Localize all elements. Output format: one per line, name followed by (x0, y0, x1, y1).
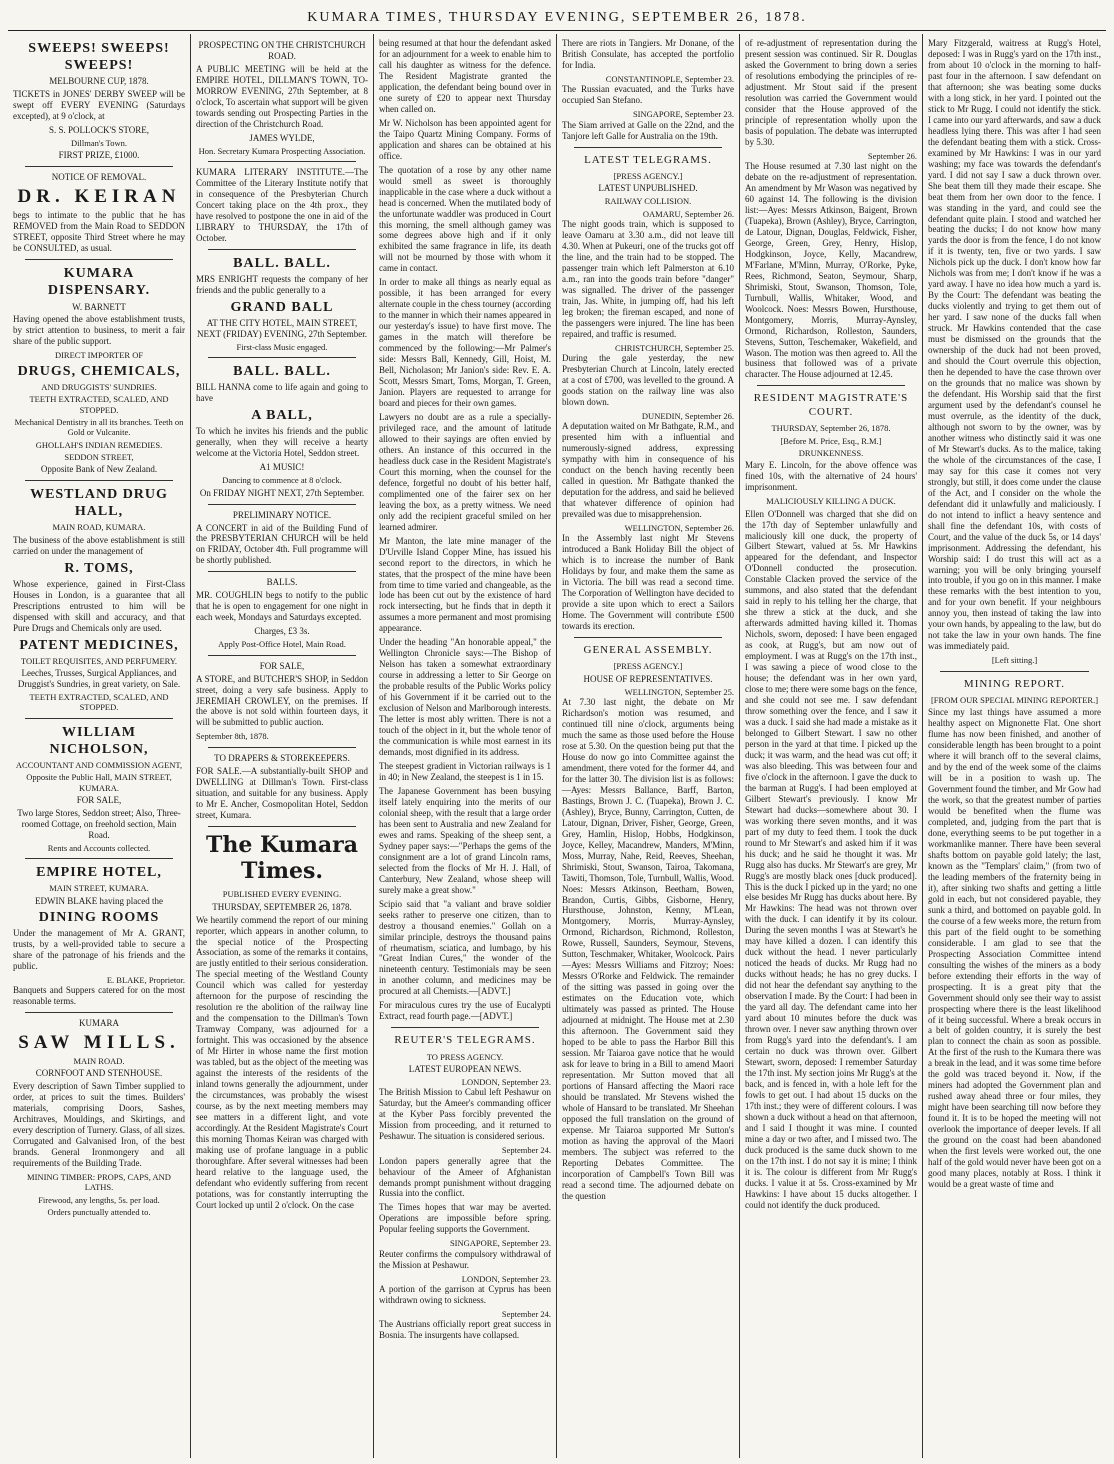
london2-dateline: LONDON, September 23. (461, 1273, 551, 1284)
coughlin-text: MR. COUGHLIN begs to notify to the public that he is open to engagement for one night in each week, Mondays and Saturdays excepted. (196, 590, 368, 623)
divider (25, 858, 173, 859)
dining-text: Under the management of Mr A. GRANT, trusts, by a well-provided table to secure a share of the patronage of his friends and the public. (13, 927, 185, 971)
col4-text1: There are riots in Tangiers. Mr Donane, of the British Consulate, has accepted the portfolio for India. (562, 38, 734, 70)
col4-text5: During the gale yesterday, the new Presbyterian Church at Lincoln, lately erected at a cost of £700, was levelled to the ground. A goods station on the railway line was also blown down. (562, 352, 734, 407)
dr-keiran-text: begs to intimate to the public that he has REMOVED from the Main Road to SEDDON STREET, opposite Third Street where he may be CONSULTED, as usual. (13, 210, 185, 254)
blake-text: EDWIN BLAKE having placed the (35, 895, 163, 906)
store-name: S. S. POLLOCK'S STORE, (49, 125, 149, 136)
sundries-text: AND DRUGGISTS' SUNDRIES. (41, 381, 157, 392)
divider (208, 504, 356, 505)
chch-dateline: CHRISTCHURCH, September 25. (615, 342, 734, 353)
drugs-heading: DRUGS, CHEMICALS, (17, 363, 181, 379)
drunk-heading: DRUNKENNESS. (798, 447, 864, 458)
orders-text: Orders punctually attended to. (47, 1207, 151, 1218)
top-rule (8, 30, 1106, 31)
barnett-text: Having opened the above establishment trusts, by strict attention to business, to merit a fair share of the public support. (13, 314, 185, 347)
columns (8, 34, 1106, 1458)
dunedin-dateline: DUNEDIN, September 26. (641, 410, 734, 421)
reuter-heading: REUTER'S TELEGRAMS. (394, 1034, 536, 1047)
divider (208, 655, 356, 656)
a1-music: A1 MUSIC! (259, 462, 305, 473)
store-location: Dillman's Town. (70, 138, 128, 148)
divider (208, 826, 356, 827)
oamaru-dateline: OAMARU, September 26. (642, 208, 734, 219)
col3-text2: Mr W. Nicholson has been appointed agent for the Taipo Quartz Mining Company. Forms of application and shares can be obtained at his office. (379, 117, 551, 161)
importer-text: DIRECT IMPORTER OF (54, 350, 144, 361)
column-3 (374, 34, 557, 1458)
divider (208, 747, 356, 748)
music-text: First-class Music engaged. (236, 341, 328, 352)
aball-heading: A BALL, (251, 408, 313, 424)
business-text: The business of the above establishment is still carried on under the management of (13, 534, 185, 556)
before-text: [Before M. Price, Esq., R.M.] (780, 435, 882, 446)
divider (940, 671, 1089, 672)
latest-heading: LATEST TELEGRAMS. (584, 153, 712, 166)
european-heading: LATEST EUROPEAN NEWS. (408, 1064, 522, 1075)
thursday-text: THURSDAY, September 26, 1878. (771, 423, 891, 434)
dr-keiran-heading: DR. KEIRAN (17, 186, 181, 208)
wylde-title: Hon. Secretary Kumara Prospecting Association. (198, 145, 366, 156)
dancing-text: Dancing to commence at 8 o'clock. (222, 475, 342, 486)
wgtn2-dateline: WELLINGTON, September 25. (624, 686, 734, 697)
dispensary-heading: KUMARA DISPENSARY. (47, 266, 151, 299)
drapers-heading: TO DRAPERS & STOREKEEPERS. (214, 752, 350, 763)
rents-text: Rents and Accounts collected. (47, 842, 151, 853)
sawmills-heading: SAW MILLS. (18, 1031, 180, 1053)
col3-text8: The steepest gradient in Victorian railways is 1 in 40; in New Zealand, the steepest is 1 in 15. (379, 761, 551, 782)
tickets-text: TICKETS in JONES' DERBY SWEEP will be swept off EVERY EVENING (Saturdays excepted), at 9 o'clock, at (13, 89, 185, 122)
patent-heading: PATENT MEDICINES, (19, 637, 179, 653)
col4-text3: The Siam arrived at Galle on the 22nd, and the Tanjore left Galle for Australia on the 19th. (562, 119, 734, 141)
toms-text: Whose experience, gained in First-Class Houses in London, is a guarantee that all Prescriptions entrusted to him will be dispensed with skill and accuracy, and that Pure Drugs and Chemicals only are used. (13, 578, 185, 633)
sweeps-heading: SWEEPS! SWEEPS! SWEEPS! (28, 41, 170, 74)
col5-text2: The House resumed at 7.30 last night on the debate on the re-adjustment of representation. An amendment by Mr Wason was negatived by 60 against 14. The following is the division list:—Ayes: Messrs Atkinson, Baigent, Brown (Tuapeka), Brown (Ashley), Bryce, Carrington, de Latour, Dignan, Douglas, Feldwick, Fisher, George, Green, Grey, Henry, Hislop, Hodgkinson, Joyce, Kelly, Macandrew, M'Farlane, M'Minn, Murray, O'Rorke, Pyke, Rees, Richmond, Seaton, Seymour, Sharp, Shrimiski, Stout, Swanson, Thomson, Tole, Turnbull, Wallis, Whitaker, Wood, and Woolcock. Noes: Messrs Bowen, Hursthouse, Montgomery, Morris, Murray-Aynsley, Ormond, Richardson, Rolleston, Saunders, Stevens, Sutton, Teschemaker, Wakefield, and Wason. The motion was then agreed to. All the business that followed was of a private character. The House adjourned at 12.45. (745, 161, 917, 380)
apply-text: Apply Post-Office Hotel, Main Road. (218, 639, 346, 650)
firewood-text: Firewood, any lengths, 5s. per load. (38, 1194, 160, 1205)
page-masthead: KUMARA TIMES, THURSDAY EVENING, SEPTEMBER 26, 1878. (307, 10, 807, 25)
column-4 (557, 34, 740, 1458)
toms-heading: R. TOMS, (64, 560, 134, 576)
divider (208, 161, 356, 162)
barnett-name: W. BARNETT (72, 301, 126, 312)
mech-text: Mechanical Dentistry in all its branches. Teeth on Gold or Vulcanite. (14, 416, 184, 438)
col5-text1: of re-adjustment of representation during the present session was continued. Sir R. Douglas asked the Government to bring down a series of resolutions embodying the principles of re-adjustment. Mr Stout said if the present resolution was carried the Government would consider that the House approved of the principle of representation wholly upon the basis of population. The debate was interrupted by 5.30. (745, 38, 917, 147)
col5-text3: Mary E. Lincoln, for the above offence was fined 10s, with the alternative of 24 hours' imprisonment. (745, 460, 917, 493)
divider (574, 637, 722, 638)
dateline: THURSDAY, SEPTEMBER 26, 1878. (212, 901, 352, 912)
col4-text2: The Russian evacuated, and the Turks have occupied San Stefano. (562, 84, 734, 106)
col6-text1: Mary Fitzgerald, waitress at Rugg's Hotel, deposed: I was in Rugg's yard on the 17th inst., from about 10 o'clock in the morning to half-past four in the afternoon. I saw defendant on that afternoon; she was beating some ducks with a long stick, in her yard. I pointed out the stick to Mr Rugg. I could not identify the stick. I came into our yard afterwards, and saw a duck headless lying there. This was after I had seen the defendant beating them with a stick. Cross-examined by Mr Hawkins: I was in our yard washing; my face was towards the defendant's yard. I did not say I saw a duck thrown over. She beat them till they made their escape. She beat them from her own door to the fence. I was standing in the yard, and could see the defendant quite plain. I stood and watched her beating the ducks; I do not know how many yards the door is from the fence, I do not know if it is twenty, ten, five or two yards. I saw Nichols pick up the duck. I don't know how far Nichols was from me; I don't know if he was a yard away. I have no idea how much a yard is. By the Court: The defendant was beating the ducks violently and trying to get them out of her yard. I saw none of the ducks fall when struck. Mr Hawkins contended that the case must be dismissed on the grounds that the ownership of the duck had not been proved, and should the Court overrule this objection, then he depended to have the case thrown over on the grounds that no malice was shown by the defendant. His Worship said that the first argument used by the defendant's counsel he must overrule, as the identity of the duck, although not sworn to by the owner, was by another witness who distinctly said it was one of Mr Stewart's ducks. As to the malice, taking the whole of the circumstances of the case, I may say for this case it comes not very strongly, but still, it does come under the clause of the Act, and I consider on the whole the defendant did it unlawfully and maliciously. I do not intend to inflict a heavy sentence and shall fine the defendant 10s, with costs of Court, and the value of the duck 5s, or 14 days' imprisonment. Addressing the defendant, his Worship said: I do trust this will act as a warning; you will be only bringing yourself into trouble, if you go on in this manner. I make these remarks with the best intention to you, and for your own benefit. If your neighbours annoy you, then instead of taking the law into your own hands, by appealing to the law, but do not take the law in your own hands. The fine was immediately paid. (928, 38, 1101, 652)
ball2-heading: BALL. BALL. (233, 364, 331, 380)
column-1 (8, 34, 191, 1458)
divider (208, 357, 356, 358)
left-sitting: [Left sitting.] (991, 655, 1038, 666)
hanna-text: BILL HANNA come to life again and going to have (196, 382, 368, 404)
house-heading: HOUSE OF REPRESENTATIVES. (583, 673, 713, 684)
col4-text7: In the Assembly last night Mr Stevens introduced a Bank Holiday Bill the object of which is to increase the number of Bank Holidays by four, and make them the same as in Victoria. The bill was read a second time. The Corporation of Wellington have decided to provide a site upon which to erect a Sailors Home. The Government will contribute £500 towards its erection. (562, 533, 734, 631)
mining-heading: MINING REPORT. (963, 677, 1066, 690)
col3-text10: Scipio said that "a valiant and brave soldier seeks rather to preserve one citizen, than to destroy a thousand enemies." Gollah on a similar principle, destroys the thousand pains of rheumatism, sciatica, and lumbago, by his "Great Indian Cures," the wonder of the nineteenth century. Testimonials may be seen in another column, and medicines may be procured at all Chemists.—[ADVT.] (379, 898, 551, 997)
concert-text: A CONCERT in aid of the Building Fund of the PRESBYTERIAN CHURCH will be held on FRIDAY, October 4th. Full programme will be shortly published. (196, 522, 368, 566)
cup-heading: MELBOURNE CUP, 1878. (49, 76, 149, 87)
literary-text: KUMARA LITERARY INSTITUTE.—The Committee of the Literary Institute notify that in consequence of the Presbyterian Church Concert taking place on the 4th prox., they have resolved to postpone the one in aid of the LIBRARY to THURSDAY, the 17th of October. (196, 167, 368, 243)
blake-signature: E. BLAKE, Proprietor. (106, 974, 185, 985)
toilet-text: TOILET REQUISITES, AND PERFUMERY. (20, 655, 178, 666)
sing-dateline: SINGAPORE, September 23. (632, 109, 734, 120)
divider (25, 166, 173, 167)
forsale2-heading: FOR SALE, (259, 660, 305, 671)
forsale-text: Two large Stores, Seddon street; Also, Three-roomed Cottage, on freehold section, Main Road. (17, 807, 181, 840)
col6-text2: Since my last things have assumed a more healthy aspect on Mignonette Flat. One short flume has now been finished, and another of considerable length has been brought to a point where it will branch off to the several claims, and by the end of the week some of the claims will be in a position to wash up. The Government found the timber, and Mr Gow had the work, so that the greatest number of parties would be benefited when the flume was completed, and, judging from the part that is done, everything seems to be put together in a workmanlike manner. There have been several shafts bottom on payable gold lately; the last, known as the "Templars' claim," (from two of the leading members of the fraternity being in it), after sinking two shafts and getting a little gold in each, but not considered payable, they sunk a third, and bottomed on payable gold. In the course of a few weeks more, the return from this part of the field ought to be something considerable. I am glad to see that the Prospecting Association Committee intend consulting the wishes of the miners as a body before extending their efforts in the way of prospecting. It is a great pity that the Government should only see their way to assist prospecting where there is the least likelihood of it being successful. Where a break occurs in a belt of golden country, it is surely the best plan to connect the chain as soon as possible. At the first of the rush to the Kumara there was a break in the lead, and it was some time before the gold was traced beyond it. Now, if the miners had adopted the Government plan and rushed away ahead three or four miles, they might have been searching till now before they found it. It is to be hoped the meeting will not overlook the importance of deeper levels. If all the ground on the coast had been abandoned when the first levels were worked out, the one half of the gold would never have been got on a good many places, notably at Ross. I think it would be a great waste of time and (928, 707, 1101, 1190)
col5-text4: Ellen O'Donnell was charged that she did on the 17th day of September unlawfully and maliciously kill one duck, the property of Gilbert Stewart, valued at 5s. Mr Hawkins appeared for the defendant, and Inspector O'Donnell conducted the prosecution. Constable Clacken proved the service of the summons, and also stated that the defendant said in reply to his telling her the charge, that she threw a stick at the duck, and she afterwards admitted having killed it. Thomas Nichols, sworn, deposed: I have been engaged as cook, at Rugg's, but am now out of employment. I was at Rugg's on the 17th inst., I was sawing a piece of wood close to the house; the defendant was in her own yard, close to me; there were some bags on the fence, and she could not see me. I saw defendant throw something over the fence, and I saw it was a duck. I said she had made a mistake as it belonged to Gilbert Stewart. I saw no other person in the yard at that time. I picked up the duck; it was warm, and the head was cut off; it was also bleeding. This was between four and five o'clock in the afternoon. I gave the duck to the barman at Rugg's. I had been employed at Gilbert Stewart's previously. I know Mr Stewart had ducks—somewhere about 30. I was working there seven months, and it was part of my duty to feed them. I took the duck round to Mr Stewart's and asked him if it was his duck; and he said he thought it was. Mr Rugg also has ducks. Mr Stewart's are grey, Mr Rugg's are mostly black ones [duck produced]. This is the duck I picked up in the yard; no one else besides Mr Rugg has ducks about here. By Mr Hawkins: The head was not thrown over with the duck. I can identify it by its colour. During the seven months I was at Stewart's he may have killed a dozen. I can identify this duck without the head. I never particularly noticed the heads of ducks. Mr Rugg had no ducks without heads; he has no grey ducks. I did not hear the defendant say anything to the observation I made. By the Court: I had been in the yard all day. The defendant came into her yard about 10 minutes before the duck was thrown over. I never saw anything thrown over from Rugg's yard into the defendant's. I am certain no duck was thrown over. Gilbert Stewart, sworn, deposed: I remember Saturday the 17th inst. My section joins Mr Rugg's at the back, and is fenced in, with a hole left for the fowls to get out. I had about 15 ducks on the 17th inst.; they were of different colours. I was shown a duck without a head on that afternoon, and I said I thought it was mine. I counted mine a day or two after, and I missed two. The duck produced is the same duck shown to me on the 17th inst. I do not say it is mine; I think it is. The colour is different from Mr Rugg's ducks. I value it at 5s. Cross-examined by Mr Hawkins: I have about 15 ducks altogether. I could not identify the duck produced. (745, 508, 917, 1210)
sept26-dateline: September 26. (867, 150, 917, 161)
kumara-times-title: The Kumara Times. (205, 831, 359, 885)
opposite-bank: Opposite Bank of New Zealand. (40, 464, 158, 475)
seddon-text: SEDDON STREET, (64, 451, 134, 462)
rmc-heading: RESIDENT MAGISTRATE'S COURT. (753, 392, 909, 418)
divider (25, 1012, 173, 1013)
col4-text8: At 7.30 last night, the debate on Mr Richardson's motion was resumed, and continued till nine o'clock, arguments being much the same as those used before the House rose at 5.30. On the question being put that the House do now go into Committee against the amendment, there voted for the former 44, and for the latter 30. The division list is as follows:—Ayes: Messrs Ballance, Barff, Barton, Bastings, Brown J. C. (Tuapeka), Brown J. C. (Ashley), Bryce, Bunny, Carrington, Cutten, de Latour, Dignan, Driver, Fisher, George, Green, Grey, Hamlin, Hislop, Hobbs, Hodgkinson, Joyce, Kelley, Macandrew, Manders, M'Minn, Moss, Murray, Nahe, Reid, Reeves, Sheehan, Shrimiski, Stout, Swanson, Tairoa, Takomana, Tawiti, Thomson, Tole, Turnbull, Wallis, Wood. Noes: Messrs Atkinson, Beetham, Bowen, Brandon, Curtis, Gibbs, Gisborne, Henry, Hursthouse, Johnston, Kenny, M'Lean, Montgomery, Morris, Murray-Aynsley, Ormond, Richardson, Richmond, Rolleston, Rowe, Russell, Saunders, Seymour, Stevens, Sutton, Teschmaker, Whitaker, Woolcock. Pairs—Ayes: Messrs Williams and Fitzroy; Noes: Messrs O'Rorke and Feldwick. The remainder of the sitting was passed in going over the estimates on the Education vote, which ultimately was passed as printed. The House adjourned at midnight. The House met at 2.30 this afternoon. The Government said they hoped to be able to pass the Harbor Bill this session. Mr Taiaroa gave notice that he would ask for leave to bring in a Bill to amend Maori representation. Mr Sutton moved that all portions of Hansard affecting the Maori race should be translated. Mr Stevens wished the whole of Hansard to be translated. Mr Sheehan opposed the full translation on the ground of expense. Mr Taiaroa supported Mr Sutton's motion as having the approval of the Maori members. The subject was referred to the Reporting Debates Committee. The incorporation of Campbell's Town Bill was read a second time. The adjourned debate on the question (562, 697, 734, 1201)
sawmills-location: MAIN ROAD. (73, 1056, 125, 1067)
col3-text4: In order to make all things as nearly equal as possible, it has been arranged for every alternate couple in the chess tourney (according to the manner in which their names appeared in our yesterday's issue) to have first move. The games in the match will therefore be commenced by the following:—Mr Palmer's side: Messrs Ball, Kennedy, Gill, Hoist, M. Bell, Nicholason; Mr Janion's side: Rev. E. A. Scott, Messrs Smart, Toms, Morgan, T. Green, Janion. Players are requested to arrange for board and pieces for their own games. (379, 277, 551, 408)
press-agency: TO PRESS AGENCY. (426, 1051, 504, 1062)
sept8-text: September 8th, 1878. (196, 731, 269, 742)
divider (208, 249, 356, 250)
col3-text14: The Times hopes that war may be averted. Operations are impossible before spring. Popular feeling supports the Government. (379, 1202, 551, 1235)
cornfoot-heading: CORNFOOT AND STENHOUSE. (35, 1068, 163, 1079)
divider (391, 1027, 539, 1028)
hanna-body: To which he invites his friends and the public generally, when they will receive a hearty welcome at the Victoria Hotel, Seddon street. (196, 426, 368, 459)
westland-heading: WESTLAND DRUG HALL, (30, 487, 168, 520)
col3-text16: A portion of the garrison at Cyprus has been withdrawn owing to sickness. (379, 1284, 551, 1305)
ghollah-text: GHOLLAH'S INDIAN REMEDIES. (35, 439, 163, 450)
col3-text5: Lawyers no doubt are as a rule a specially-privileged race, and the amount of latitude allowed to their sayings are often envied by others. An instance of this occurred in the headless duck case in the Resident Magistrate's Court this morning, when the counsel for the defence, forgetful no doubt of his better half, complimented one of the fairer sex on her leaving the box, as a pretty witness. We need only add the recipient graceful smiled on her learned admirer. (379, 411, 551, 532)
mining-reporter: [FROM OUR SPECIAL MINING REPORTER.] (930, 695, 1099, 706)
divider (757, 385, 905, 386)
col3-text11: For miraculous cures try the use of Eucalypti Extract, read fourth page.—[ADVT.] (379, 1000, 551, 1022)
const-dateline: CONSTANTINOPLE, September 23. (605, 73, 734, 84)
enright-text: MRS ENRIGHT requests the company of her friends and the public generally to a (196, 273, 368, 295)
col4-text4: The night goods train, which is supposed to leave Oamaru at 3.30 a.m., did not leave till 4.30. When at Pukeuri, one of the trucks got off the line, and the train had to be stopped. The passenger train which left Palmerston at 6.10 a.m., ran into the goods train before "danger" was signalled. The driver of the passenger train, Jas. White, in jumping off, had his left leg broken; the fireman escaped, and none of the passengers were injured. The line has been repaired, and traffic is resumed. (562, 218, 734, 339)
friday-text: On FRIDAY NIGHT NEXT, 27th September. (199, 487, 365, 498)
col3-text1: being resumed at that hour the defendant asked for an adjournment for a week to enable him to call his daughter as witness for the defence. The Resident Magistrate granted the application, the defendant being bound over in one surety of £20 to appear next Thursday when called on. (379, 38, 551, 114)
col3-text15: Reuter confirms the compulsory withdrawal of the Mission at Peshawur. (379, 1248, 551, 1270)
mainroad-text: MAIN ROAD, KUMARA. (52, 522, 146, 533)
forsale-heading: FOR SALE, (76, 795, 122, 805)
press-agency: [PRESS AGENCY.] (613, 170, 683, 181)
pubhall-text: Opposite the Public Hall, MAIN STREET, KUMARA. (26, 772, 172, 793)
empire-location: MAIN STREET, KUMARA. (49, 883, 149, 894)
dining-heading: DINING ROOMS (38, 909, 160, 925)
ball1-heading: BALL. BALL. (233, 255, 331, 271)
leeches-text: Leeches, Trusses, Surgical Appliances, and Druggist's Sundries, in great variety, on Sale. (17, 668, 181, 690)
cityhotel-text: AT THE CITY HOTEL, MAIN STREET, NEXT (FRIDAY) EVENING, 27th September. (197, 317, 367, 339)
column-2 (191, 34, 374, 1458)
grandball-heading: GRAND BALL (230, 299, 334, 315)
col3-text9: The Japanese Government has been busying itself lately enquiring into the merits of our colonial sheep, with the result that a large order has been sent to Australia and new Zealand for ewes and rams. Speaking of the sheep sent, a Sydney paper says:—"Perhaps the gems of the consignment are a lot of grand Lincoln rams, selected from the flocks of Mr H. J. Hall, of Canterbury, New Zealand, whose sheep will surely make a great show." (379, 785, 551, 895)
col3-text12: The British Mission to Cabul left Peshawur on Saturday, but the Ameer's commanding officer at the Kyber Pass forcibly prevented the Mission from proceeding, and it returned to Peshawur. The situation is considered serious. (379, 1087, 551, 1142)
teeth-text: TEETH EXTRACTED, SCALED, AND STOPPED. (29, 394, 169, 415)
col3-text17: The Austrians officially report great success in Bosnia. The insurgents have collapsed. (379, 1319, 551, 1341)
singapore1-dateline: SINGAPORE, September 23. (449, 1238, 551, 1249)
collision-heading: RAILWAY COLLISION. (604, 196, 692, 207)
divider (574, 147, 722, 148)
column-5 (740, 34, 923, 1458)
empire-heading: EMPIRE HOTEL, (36, 865, 162, 881)
divider (25, 718, 173, 719)
mining-timber-text: MINING TIMBER: PROPS, CAPS, AND LATHS. (27, 1172, 171, 1193)
cornfoot-text: Every description of Sawn Timber supplied to order, at prices to suit the times. Builders' materials, comprising Doors, Sashes, Architraves, Mouldings, and Skirtings, and every description of Turnery. Glass, of all sizes. Corrugated and Galvanised Iron, of the best brands. General Ironmongery and all requirements of the Building Trade. (13, 1081, 185, 1169)
editorial-text: We heartily commend the report of our mining reporter, which appears in another column, to the special notice of the Prospecting Association, as some of the remarks it contains, are justly entitled to their serious consideration. The special meeting of the Westland County Council which was called for yesterday afternoon for the purpose of rescinding the resolution re the abolition of the railway line and the compensation to the Dillman's Town Tramway Company, was adjourned for a fortnight. This was occasioned by the absence of Mr Hirter in whose name the first motion was tabled, but as the object of the meeting was against the interests of the residents of the inland towns generally the adjournment, under the circumstances, was probably the wisest course, as by the next meeting members may see matters in a different light, and vote accordingly. At the Resident Magistrate's Court this morning Thomas Keiran was charged with making use of profane language in a public thoroughfare. After several witnesses had been heard relative to the language used, the defendant who evidently suffering from recent potations, was for constantly interrupting the Court locked up until 2 o'clock. On the case (196, 914, 368, 1210)
column-6 (923, 34, 1106, 1458)
col3-text6: Mr Manton, the late mine manager of the D'Urville Island Copper Mine, has issued his second report to the directors, in which he states, that the prospect of the mine have been from time to time varied and changeable, as the lode has been cut out by the existence of hard rock intersecting, but he finds that in depth it assumes a more permanent and most promising appearance. (379, 535, 551, 634)
unpub-heading: LATEST UNPUBLISHED. (598, 183, 698, 194)
accountant-text: ACCOUNTANT AND COMMISSION AGENT, (15, 759, 183, 770)
kumara-text: KUMARA (78, 1017, 119, 1028)
charges-text: Charges, £3 3s. (254, 626, 310, 637)
divider (208, 571, 356, 572)
col3-text13: London papers generally agree that the behaviour of the Ameer of Afghanistan demands prompt punishment without dragging Russia into the conflict. (379, 1155, 551, 1199)
col3-text3: The quotation of a rose by any other name would smell as sweet is thoroughly inapplicable in the case where a duck without a head is concerned. When the mutilated body of the unfortunate waddler was produced in Court this morning, the smell although gamey was some degrees above high and if it only exhibited the same fragrance in life, its death will not be mourned by those with whom it came in contact. (379, 164, 551, 274)
balls-heading: BALLS. (266, 577, 298, 588)
wgtn-dateline: WELLINGTON, September 26. (624, 522, 734, 533)
general-heading: GENERAL ASSEMBLY. (583, 643, 713, 656)
divider (25, 259, 173, 260)
prize-text: FIRST PRIZE, £1000. (58, 150, 140, 161)
col3-text7: Under the heading "An honorable appeal," the Wellington Chronicle says:—The Bishop of Nelson has taken a somewhat extraordinary course in addressing a letter to Sir George on the probable results of the Public Works policy of his Government if it be carried out to the exclusion of Nelson and Marlborough interests. The letter is most ably written. There is not a touch of the object in it, but the whole tenor of the communication is while most earnest in its demands, most dignified in its address. (379, 637, 551, 758)
prelim-heading: PRELIMINARY NOTICE. (232, 509, 332, 520)
prospecting-heading: PROSPECTING ON THE CHRISTCHURCH ROAD. (198, 40, 366, 61)
malicious-heading: MALICIOUSLY KILLING A DUCK. (766, 496, 896, 507)
sept24b-dateline: September 24. (501, 1308, 551, 1319)
shop-text: FOR SALE.—A substantially-built SHOP and DWELLING at Dillman's Town. First-class situation, and suitable for any business. Apply to Mr E. Ancher, Cosmopolitan Hotel, Seddon street, Kumara. (196, 765, 368, 820)
butcher-text: A STORE, and BUTCHER'S SHOP, in Seddon street, doing a very safe business. Apply to JEREMIAH CROWLEY, on the premises. If the above is not sold within fourteen days, it will be submitted to public auction. (196, 673, 368, 728)
press-agency: [PRESS AGENCY.] (613, 661, 683, 672)
nicholson-heading: WILLIAM NICHOLSON, (49, 724, 149, 757)
divider (25, 480, 173, 481)
london1-dateline: LONDON, September 23. (461, 1077, 551, 1088)
teeth2-text: TEETH EXTRACTED, SCALED, AND STOPPED. (29, 692, 169, 713)
removal-heading: NOTICE OF REMOVAL. (51, 172, 147, 183)
banquets-text: Banquets and Suppers catered for on the most reasonable terms. (13, 984, 185, 1006)
sept24-dateline: September 24. (501, 1145, 551, 1156)
wylde-name: JAMES WYLDE, (249, 132, 315, 143)
meeting-text: A PUBLIC MEETING will be held at the EMPIRE HOTEL, DILLMAN'S TOWN, TO-MORROW EVENING, 27th September, at 8 o'clock, To ascertain what support will be given towards sending out Prospecting Parties in the direction of the Christchurch Road. (196, 63, 368, 129)
col4-text6: A deputation waited on Mr Bathgate, R.M., and presented him with a influential and numerously-signed address, expressing sympathy with him in consequence of his conduct on the bench having recently been called in question. Mr Bathgate thanked the deputation for the address, and said he believed that whatever difference of opinion had prevailed was due to misapprehension. (562, 421, 734, 519)
published-text: PUBLISHED EVERY EVENING. (222, 889, 342, 900)
